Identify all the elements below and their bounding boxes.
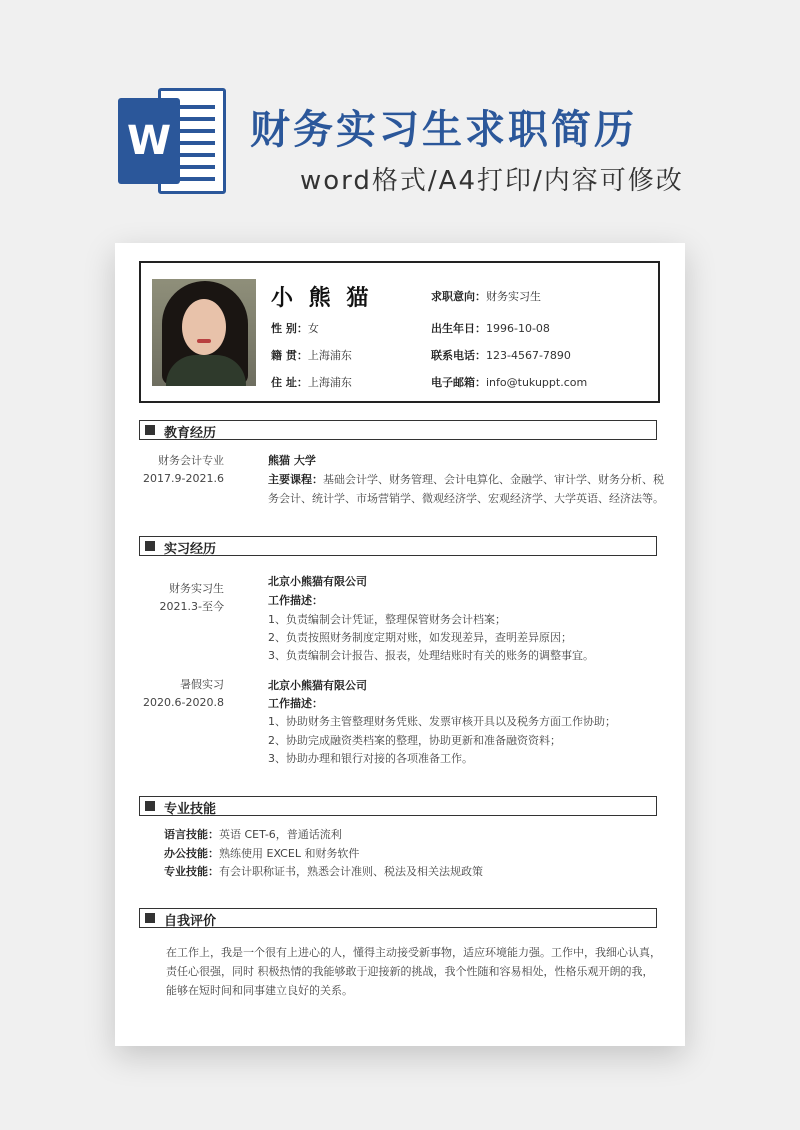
profile-phone: 联系电话：123-4567-7890 [431, 349, 571, 362]
edu-major: 财务会计专业 [158, 454, 224, 467]
profile-gender: 性 别：女 [271, 322, 319, 335]
profile-email: 电子邮箱：info@tukuppt.com [431, 376, 588, 389]
section-square-icon [145, 425, 155, 435]
section-square-icon [145, 801, 155, 811]
skill-professional: 专业技能：有会计职称证书，熟悉会计准则、税法及相关法规政策 [164, 865, 483, 878]
profile-job-intent: 求职意向：财务实习生 [431, 290, 541, 303]
banner-title: 财务实习生求职简历 [250, 107, 637, 153]
profile-photo [152, 279, 256, 386]
section-title: 专业技能 [164, 802, 217, 817]
job2-desc-label: 工作描述： [268, 697, 323, 710]
skill-language: 语言技能：英语 CET-6，普通话流利 [164, 828, 342, 841]
job1-item: 2、负责按照财务制度定期对账，如发现差异，查明差异原因； [268, 631, 572, 644]
self-eval-line: 责任心很强，同时 积极热情的我能够敢于迎接新的挑战，我个性随和容易相处，性格乐观开朗的我， [166, 965, 654, 978]
profile-name: 小 熊 猫 [271, 286, 373, 311]
banner-subtitle: word格式/A4打印/内容可修改 [300, 166, 684, 196]
job2-period: 2020.6-2020.8 [143, 696, 224, 709]
edu-courses-line1: 主要课程：基础会计学、财务管理、会计电算化、金融学、审计学、财务分析、税 [268, 473, 664, 486]
section-title: 教育经历 [164, 426, 217, 441]
job1-item: 3、负责编制会计报告、报表，处理结账时有关的账务的调整事宜。 [268, 649, 594, 662]
skill-office: 办公技能：熟练使用 EXCEL 和财务软件 [164, 847, 360, 860]
section-self-eval-header [139, 908, 657, 928]
word-icon [118, 88, 228, 194]
job2-role: 暑假实习 [180, 678, 224, 691]
job2-company: 北京小熊猫有限公司 [268, 679, 367, 692]
job1-company: 北京小熊猫有限公司 [268, 575, 367, 588]
self-eval-line: 能够在短时间和同事建立良好的关系。 [166, 984, 353, 997]
job1-desc-label: 工作描述： [268, 594, 323, 607]
job2-item: 2、协助完成融资类档案的整理，协助更新和准备融资资料； [268, 734, 561, 747]
edu-school: 熊猫 大学 [268, 454, 316, 467]
section-education-header [139, 420, 657, 440]
edu-period: 2017.9-2021.6 [143, 472, 224, 485]
job1-item: 1、负责编制会计凭证，整理保管财务会计档案； [268, 613, 506, 626]
job2-item: 3、协助办理和银行对接的各项准备工作。 [268, 752, 473, 765]
resume-paper [115, 243, 685, 1046]
section-internship-header [139, 536, 657, 556]
profile-birth: 出生年日：1996-10-08 [431, 322, 550, 335]
word-badge: W [118, 98, 180, 184]
section-skills-header [139, 796, 657, 816]
job2-item: 1、协助财务主管整理财务凭账、发票审核开具以及税务方面工作协助； [268, 715, 616, 728]
section-title: 实习经历 [164, 542, 217, 557]
section-square-icon [145, 913, 155, 923]
edu-courses-line2: 务会计、统计学、市场营销学、微观经济学、宏观经济学、大学英语、经济法等。 [268, 492, 664, 505]
profile-address: 住 址：上海浦东 [271, 376, 352, 389]
job1-role: 财务实习生 [169, 582, 224, 595]
job1-period: 2021.3-至今 [159, 600, 224, 613]
profile-box [139, 261, 660, 403]
section-square-icon [145, 541, 155, 551]
self-eval-line: 在工作上，我是一个很有上进心的人，懂得主动接受新事物，适应环境能力强。工作中，我细心认真， [166, 946, 661, 959]
profile-origin: 籍 贯：上海浦东 [271, 349, 352, 362]
section-title: 自我评价 [164, 914, 217, 929]
